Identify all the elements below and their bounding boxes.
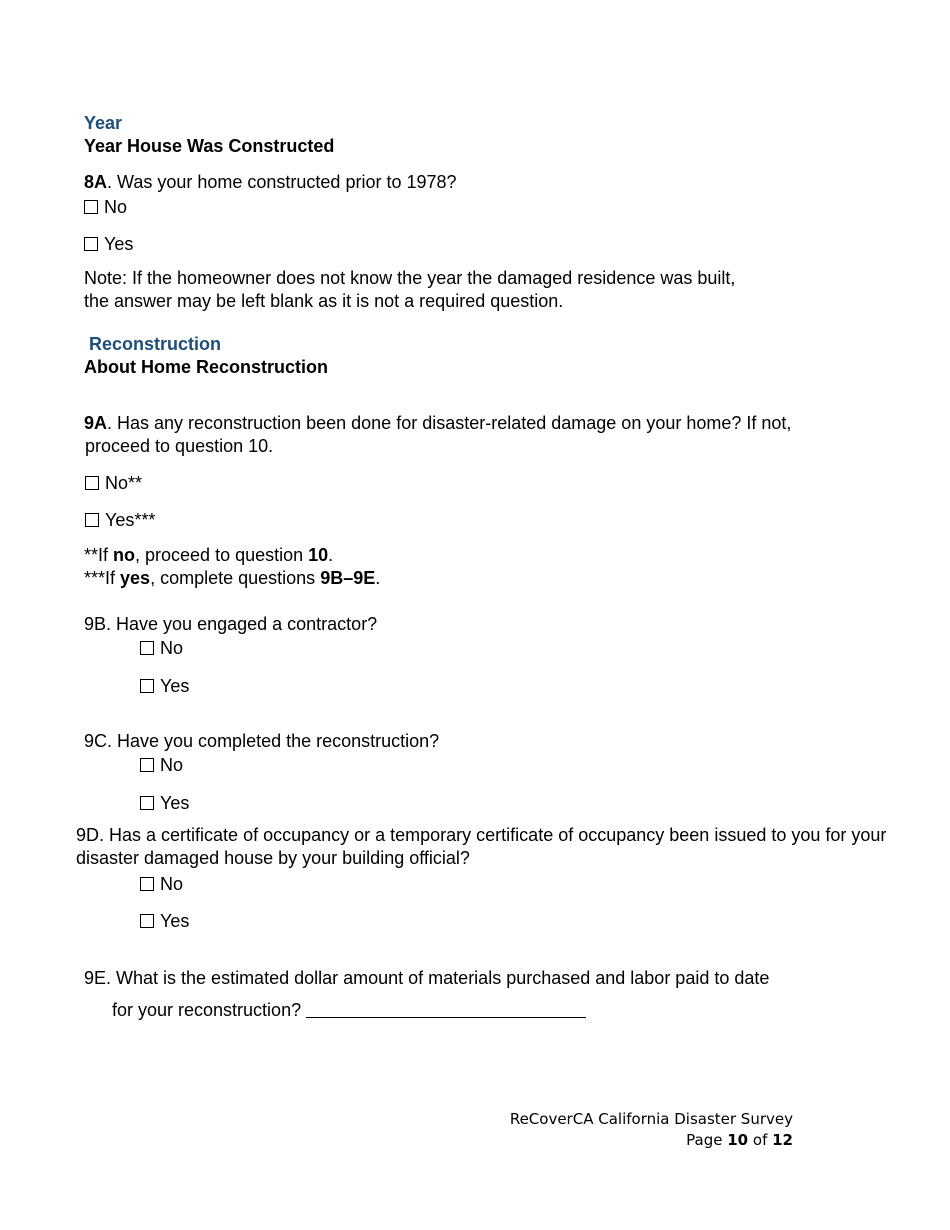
question-9e-line1: 9E. What is the estimated dollar amount of materials purchased and labor paid to date	[84, 968, 770, 988]
checkbox-icon[interactable]	[140, 796, 154, 810]
section-subheading-year: Year House Was Constructed	[84, 136, 335, 156]
q9a-note-yes	[84, 567, 380, 589]
q8a-note-line2: the answer may be left blank as it is not a required question.	[84, 291, 564, 311]
checkbox-icon[interactable]	[140, 679, 154, 693]
question-9d-line2: disaster damaged house by your building official?	[76, 848, 470, 868]
note-bold: no	[113, 545, 136, 565]
note-bold: yes	[120, 568, 151, 588]
question-9a-text: . Has any reconstruction been done for disaster-related damage on your home? If not,	[107, 413, 792, 433]
question-9e-line2	[112, 999, 586, 1021]
note-text: ***If	[84, 568, 121, 588]
checkbox-icon[interactable]	[140, 877, 154, 891]
q8a-note-line1: Note: If the homeowner does not know the year the damaged residence was built,	[84, 268, 736, 288]
dollar-amount-field[interactable]	[306, 999, 586, 1018]
question-9e-text: for your reconstruction?	[112, 1000, 302, 1020]
note-bold: 10	[308, 545, 329, 565]
question-9a-number: 9A	[84, 413, 108, 433]
option-label: No	[160, 874, 184, 894]
checkbox-icon[interactable]	[84, 200, 98, 214]
q8a-option-no[interactable]	[84, 196, 127, 218]
q9d-option-yes[interactable]	[140, 910, 189, 932]
section-heading-reconstruction: Reconstruction	[89, 334, 222, 354]
option-label: Yes	[160, 911, 190, 931]
page-number	[510, 1130, 793, 1151]
q9a-option-no[interactable]	[85, 472, 142, 494]
option-label: Yes	[104, 234, 134, 254]
checkbox-icon[interactable]	[140, 641, 154, 655]
note-text: , proceed to question	[135, 545, 309, 565]
q8a-option-yes[interactable]	[84, 233, 133, 255]
page-prefix: Page	[686, 1131, 728, 1149]
page-mid: of	[748, 1131, 773, 1149]
q9d-option-no[interactable]	[140, 873, 183, 895]
checkbox-icon[interactable]	[85, 476, 99, 490]
section-heading-year: Year	[84, 113, 123, 133]
question-9b: 9B. Have you engaged a contractor?	[84, 614, 378, 634]
option-label: Yes***	[105, 510, 156, 530]
option-label: Yes	[160, 793, 190, 813]
option-label: Yes	[160, 676, 190, 696]
checkbox-icon[interactable]	[140, 914, 154, 928]
current-page: 10	[727, 1131, 749, 1149]
option-label: No	[104, 197, 128, 217]
footer-title: ReCoverCA California Disaster Survey	[509, 1110, 793, 1128]
question-9d-line1: 9D. Has a certificate of occupancy or a temporary certificate of occupancy been issued to you for your	[76, 825, 887, 845]
section-subheading-reconstruction: About Home Reconstruction	[84, 357, 329, 377]
note-bold: 9B–9E	[320, 568, 376, 588]
question-9a-line2: proceed to question 10.	[85, 436, 274, 456]
checkbox-icon[interactable]	[84, 237, 98, 251]
option-label: No	[160, 638, 184, 658]
note-text: **If	[84, 545, 114, 565]
checkbox-icon[interactable]	[140, 758, 154, 772]
question-9a	[84, 412, 791, 434]
option-label: No	[160, 755, 184, 775]
checkbox-icon[interactable]	[85, 513, 99, 527]
q9a-note-no	[84, 544, 333, 566]
question-8a-number: 8A	[84, 172, 108, 192]
note-text: .	[375, 568, 381, 588]
question-8a-text: . Was your home constructed prior to 1978?	[107, 172, 457, 192]
q9c-option-no[interactable]	[140, 754, 183, 776]
page-footer	[510, 1109, 793, 1151]
q9c-option-yes[interactable]	[140, 792, 189, 814]
question-9c: 9C. Have you completed the reconstruction?	[84, 731, 440, 751]
note-text: .	[328, 545, 334, 565]
q9b-option-no[interactable]	[140, 637, 183, 659]
option-label: No**	[105, 473, 143, 493]
note-text: , complete questions	[150, 568, 321, 588]
question-8a	[84, 171, 457, 193]
total-pages: 12	[772, 1131, 793, 1149]
q9a-option-yes[interactable]	[85, 509, 155, 531]
q9b-option-yes[interactable]	[140, 675, 189, 697]
